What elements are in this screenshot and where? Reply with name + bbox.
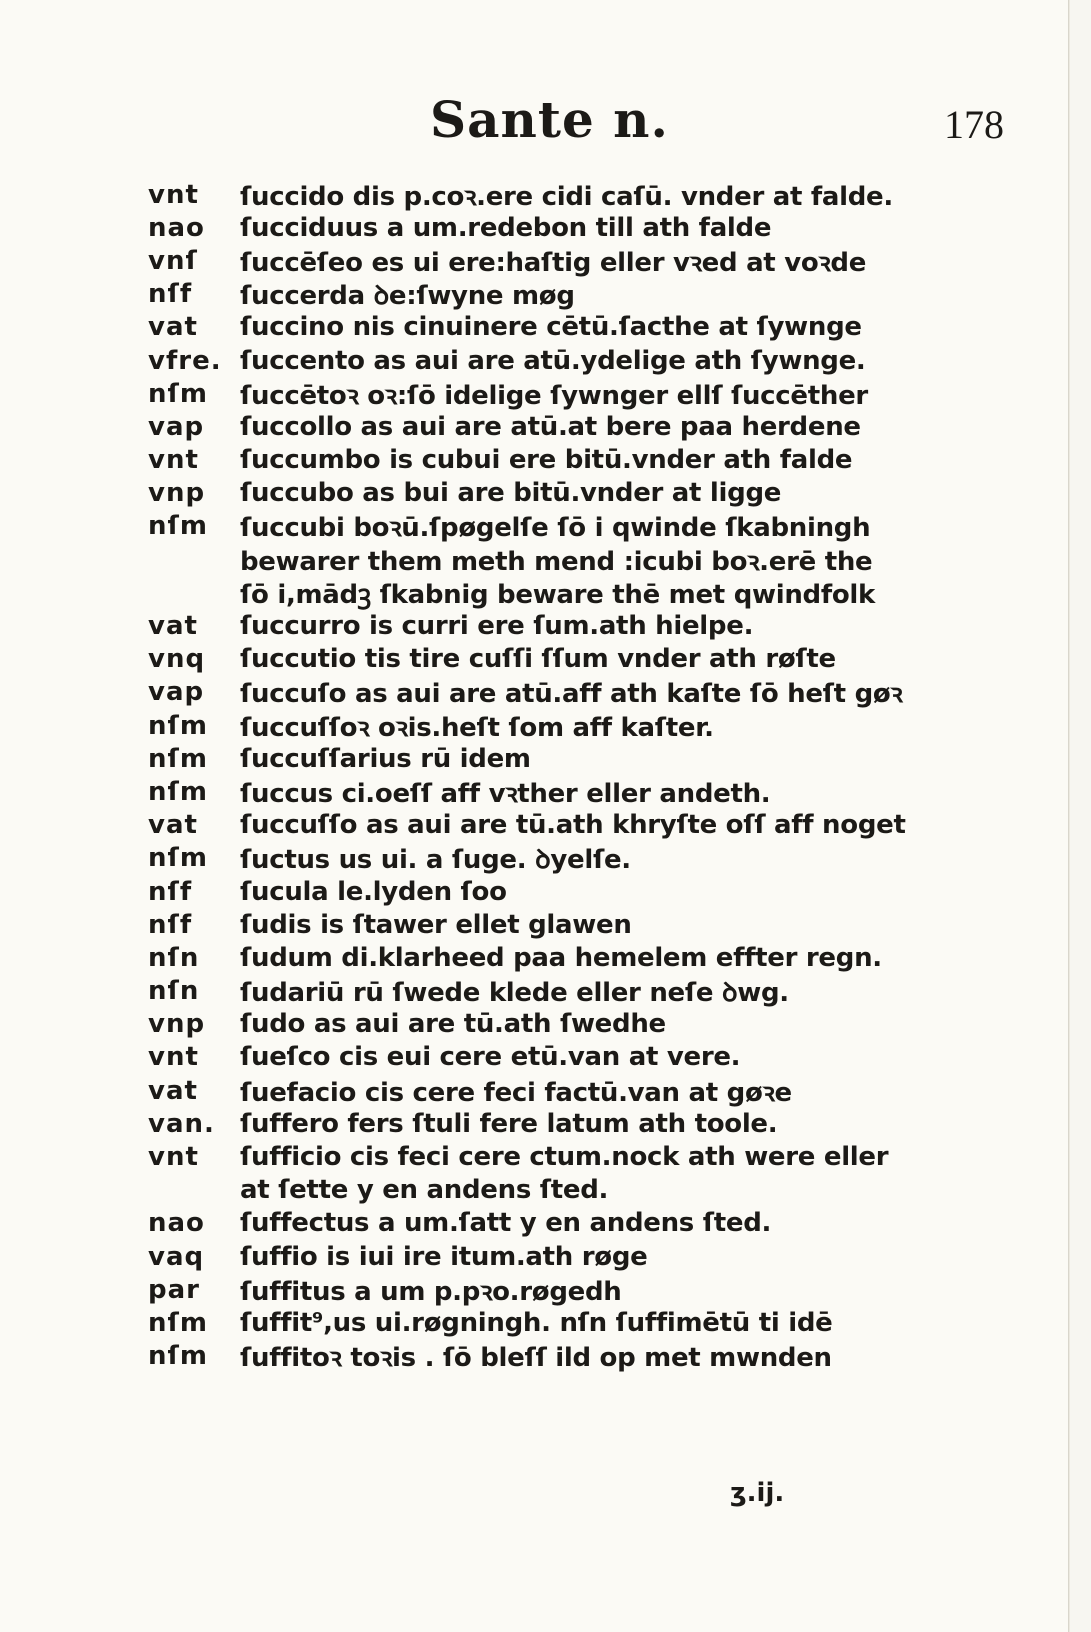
dictionary-entry: [148, 676, 928, 709]
entry-text: ſuccubo as bui are bitū.vnder at ligge: [240, 478, 782, 509]
entry-text: ſuctus us ui. a ſuge. ꝺyelſe.: [240, 845, 631, 876]
entry-text: ſuccēſeo es ui ere:haſtig eller vꝛed at voꝛde: [240, 247, 867, 278]
grammar-code: vnt: [148, 445, 199, 476]
entry-text: ſucula le.lyden ſoo: [240, 876, 507, 907]
grammar-code: vnſ: [148, 245, 198, 276]
grammar-code: nſm: [148, 776, 208, 807]
entry-text: ſuffitoꝛ toꝛis . ſō bleſſ ild op met mwnden: [240, 1343, 832, 1374]
entry-line: [148, 178, 928, 211]
entry-text: ſō i,mādꝫ ſkabnig beware thē met qwindfolk: [240, 579, 876, 610]
dictionary-entry: [148, 344, 928, 377]
grammar-code: vnt: [148, 1042, 199, 1073]
grammar-code: vap: [148, 677, 205, 708]
dictionary-entry: [148, 1207, 928, 1240]
dictionary-entry: [148, 875, 928, 908]
grammar-code: vnt: [148, 179, 199, 210]
entry-text: ſudum di.klarheed paa hemelem effter regn.: [240, 942, 882, 973]
entry-line: [148, 377, 928, 410]
entry-text: ſuccuſſarius rū idem: [240, 743, 531, 774]
entry-line: [148, 643, 928, 676]
entry-text: ſuffero fers ſtuli fere latum ath toole.: [240, 1108, 778, 1139]
entry-line: [148, 975, 928, 1008]
entry-text: ſuffectus a um.ſatt y en andens ſted.: [240, 1208, 772, 1239]
entry-line: [148, 576, 928, 609]
dictionary-entry: [148, 1306, 928, 1339]
grammar-code: nſn: [148, 942, 200, 973]
entry-text: at ſette y en andens ſted.: [240, 1175, 609, 1206]
grammar-code: vat: [148, 1075, 198, 1106]
dictionary-entry: [148, 742, 928, 775]
entry-line: [148, 1306, 928, 1339]
entry-text: ſuccumbo is cubui ere bitū.vnder ath falde: [240, 445, 853, 476]
entry-line: [148, 477, 928, 510]
entry-text: ſuccuſo as aui are atū.aff ath kaſte ſō heſt gøꝛ: [240, 679, 903, 710]
dictionary-entry: [148, 244, 928, 277]
dictionary-entry: [148, 1273, 928, 1306]
dictionary-entry: [148, 510, 928, 610]
entry-text: ſufficio cis feci cere ctum.nock ath were eller: [240, 1142, 889, 1173]
dictionary-entry: [148, 377, 928, 410]
dictionary-entry: [148, 211, 928, 244]
entry-text: bewarer them meth mend :icubi boꝛ.erē the: [240, 546, 873, 577]
entry-line: [148, 1074, 928, 1107]
dictionary-entry: [148, 775, 928, 808]
entry-text: ſuccino nis cinuinere cētū.ſacthe at ſywnge: [240, 312, 862, 343]
page-number: 178: [944, 102, 1004, 147]
dictionary-entry: [148, 178, 928, 211]
entry-line: [148, 1174, 928, 1207]
dictionary-entries: [148, 178, 928, 1373]
entry-line: [148, 510, 928, 543]
entry-text: ſuefacio cis cere feci factū.van at gøꝛe: [240, 1077, 792, 1108]
dictionary-entry: [148, 941, 928, 974]
entry-line: [148, 1207, 928, 1240]
entry-line: [148, 742, 928, 775]
dictionary-entry: [148, 842, 928, 875]
dictionary-entry: [148, 278, 928, 311]
entry-text: ſuccubi boꝛū.ſpøgelſe ſō i qwinde ſkabningh: [240, 513, 871, 544]
grammar-code: nſf: [148, 876, 193, 907]
grammar-code: vnt: [148, 1142, 199, 1173]
grammar-code: par: [148, 1274, 200, 1305]
dictionary-entry: [148, 1140, 928, 1206]
entry-text: ſuffit⁹,us ui.røgningh. nſn ſuffimētū ti idē: [240, 1307, 833, 1338]
grammar-code: vnq: [148, 644, 206, 675]
grammar-code: nſf: [148, 909, 193, 940]
grammar-code: vat: [148, 611, 198, 642]
entry-line: [148, 676, 928, 709]
entry-line: [148, 908, 928, 941]
grammar-code: vaq: [148, 1241, 205, 1272]
dictionary-entry: [148, 410, 928, 443]
grammar-code: nſm: [148, 1307, 208, 1338]
grammar-code: nſf: [148, 279, 193, 310]
entry-text: ſuccus ci.oeſſ aff vꝛther eller andeth.: [240, 778, 771, 809]
entry-line: [148, 1340, 928, 1373]
grammar-code: vat: [148, 810, 198, 841]
grammar-code: nſm: [148, 511, 208, 542]
dictionary-entry: [148, 311, 928, 344]
dictionary-entry: [148, 1041, 928, 1074]
entry-line: [148, 211, 928, 244]
grammar-code: nſm: [148, 1341, 208, 1372]
entry-line: [148, 278, 928, 311]
grammar-code: nſm: [148, 378, 208, 409]
grammar-code: nſm: [148, 843, 208, 874]
grammar-code: vfre.: [148, 345, 222, 376]
dictionary-entry: [148, 975, 928, 1008]
entry-text: ſuccurro is curri ere ſum.ath hielpe.: [240, 611, 754, 642]
dictionary-entry: [148, 809, 928, 842]
dictionary-entry: [148, 1074, 928, 1107]
entry-text: ſuccutio tis tire cuſſi ſſum vnder ath røſte: [240, 644, 836, 675]
running-head: Sante n.: [430, 90, 669, 149]
entry-line: [148, 609, 928, 642]
grammar-code: nao: [148, 1208, 205, 1239]
entry-line: [148, 244, 928, 277]
grammar-code: vnp: [148, 478, 206, 509]
entry-line: [148, 410, 928, 443]
entry-text: ſudis is ſtawer ellet glawen: [240, 909, 632, 940]
dictionary-entry: [148, 1107, 928, 1140]
entry-line: [148, 344, 928, 377]
grammar-code: vnp: [148, 1009, 206, 1040]
entry-text: ſuccerda ꝺe:ſwyne møg: [240, 281, 575, 312]
entry-line: [148, 875, 928, 908]
entry-text: ſueſco cis eui cere etū.van at vere.: [240, 1042, 741, 1073]
entry-text: ſucciduus a um.redebon till ath falde: [240, 212, 772, 243]
entry-line: [148, 842, 928, 875]
dictionary-entry: [148, 1008, 928, 1041]
entry-text: ſuffio is iui ire itum.ath røge: [240, 1241, 648, 1272]
entry-text: ſudariū rū ſwede klede eller neſe ꝺwg.: [240, 978, 789, 1009]
entry-line: [148, 1041, 928, 1074]
grammar-code: vap: [148, 411, 205, 442]
entry-text: ſudo as aui are tū.ath ſwedhe: [240, 1009, 666, 1040]
entry-text: ſuccento as aui are atū.ydelige ath ſywnge.: [240, 345, 866, 376]
dictionary-entry: [148, 1340, 928, 1373]
entry-line: [148, 543, 928, 576]
dictionary-entry: [148, 609, 928, 642]
signature-mark: ʒ.ij.: [730, 1478, 785, 1508]
grammar-code: van.: [148, 1108, 215, 1139]
entry-text: ſuccētoꝛ oꝛ:ſō idelige ſywnger ellſ ſuccēther: [240, 380, 868, 411]
entry-line: [148, 1273, 928, 1306]
entry-line: [148, 1140, 928, 1173]
entry-line: [148, 1107, 928, 1140]
dictionary-entry: [148, 643, 928, 676]
grammar-code: nſn: [148, 976, 200, 1007]
dictionary-entry: [148, 908, 928, 941]
grammar-code: nao: [148, 212, 205, 243]
entry-line: [148, 941, 928, 974]
entry-text: ſuffitus a um p.pꝛo.røgedh: [240, 1276, 622, 1307]
dictionary-entry: [148, 444, 928, 477]
dictionary-entry: [148, 477, 928, 510]
entry-line: [148, 444, 928, 477]
entry-line: [148, 809, 928, 842]
entry-line: [148, 709, 928, 742]
grammar-code: nſm: [148, 710, 208, 741]
entry-line: [148, 311, 928, 344]
entry-text: ſuccollo as aui are atū.at bere paa herdene: [240, 411, 861, 442]
entry-line: [148, 1008, 928, 1041]
entry-text: ſuccuſſo as aui are tū.ath khryſte oſſ aff noget: [240, 810, 906, 841]
entry-line: [148, 775, 928, 808]
dictionary-entry: [148, 1240, 928, 1273]
grammar-code: vat: [148, 312, 198, 343]
grammar-code: nſm: [148, 743, 208, 774]
entry-text: ſuccuſſoꝛ oꝛis.heſt ſom aff kaſter.: [240, 712, 714, 743]
dictionary-entry: [148, 709, 928, 742]
entry-text: ſuccido dis p.coꝛ.ere cidi caſū. vnder at falde.: [240, 181, 893, 212]
entry-line: [148, 1240, 928, 1273]
